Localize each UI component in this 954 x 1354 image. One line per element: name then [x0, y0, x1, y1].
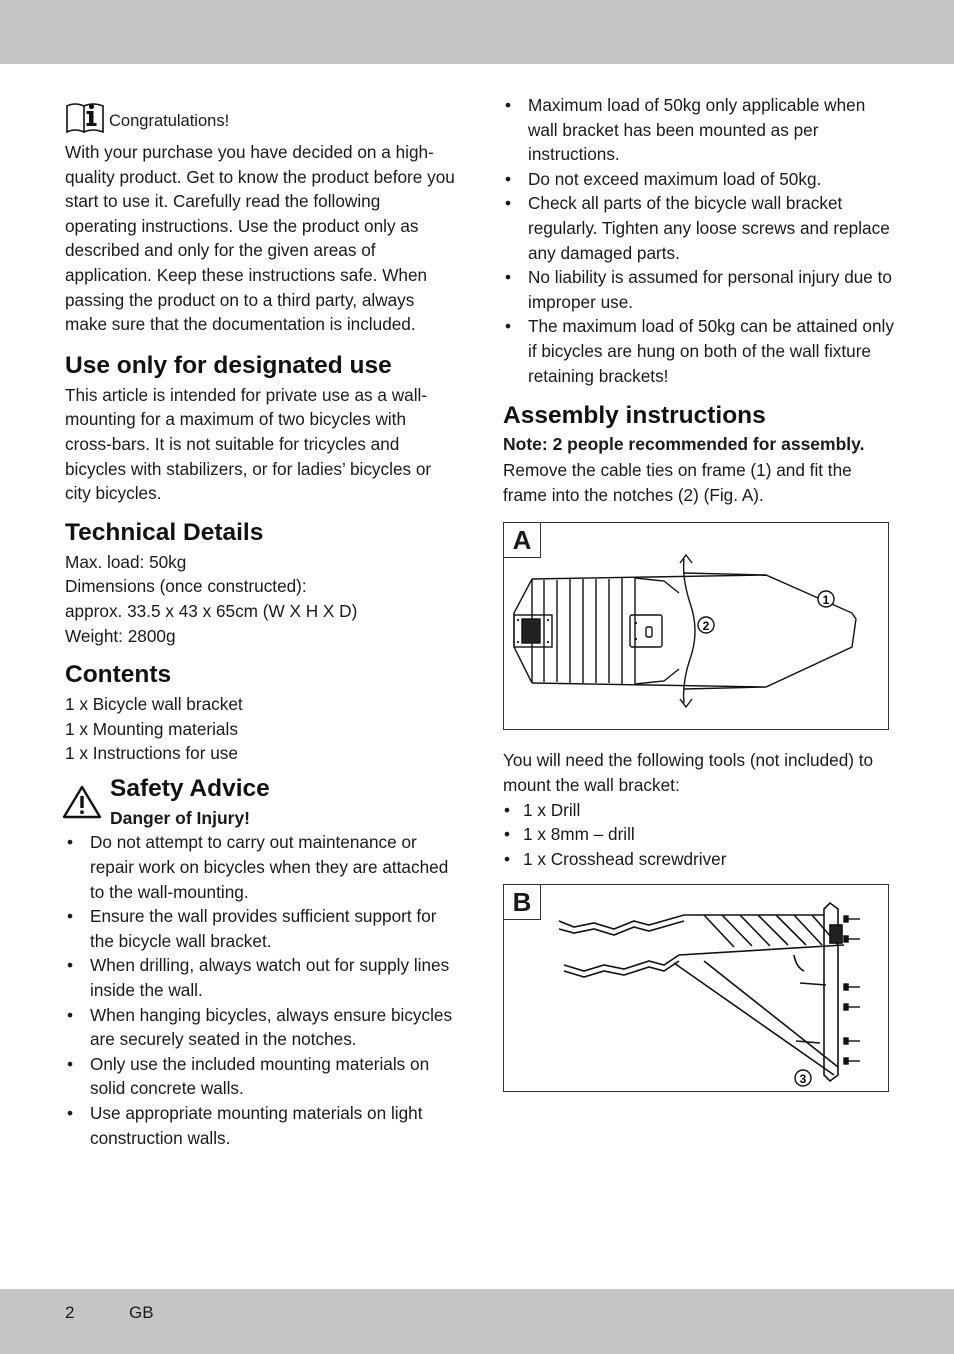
safety-item: • Ensure the wall provides sufficient support for the bicycle wall bracket.: [65, 904, 455, 953]
intro-heading-row: [65, 100, 455, 134]
load-item: • The maximum load of 50kg can be attained only if bicycles are hung on both of the wall fixture retaining brackets!: [503, 314, 898, 388]
designated-use-title: Use only for designated use: [65, 351, 392, 379]
right-column: [503, 93, 898, 1092]
svg-text:3: 3: [799, 1072, 807, 1087]
figure-a-drawing: [504, 523, 888, 729]
contents-title: Contents: [65, 661, 172, 689]
contents-line: 1 x Mounting materials: [65, 718, 238, 739]
designated-use-text: This article is intended for private use as a wall-mounting for a maximum of two bicycles with cross-bars. It is not suitable for tricycles and bicycles with stabilizers, or for ladies’ bicycles or city bicycles.: [65, 384, 432, 504]
figure-b-drawing: [504, 885, 888, 1091]
load-item: • Do not exceed maximum load of 50kg.: [503, 167, 898, 192]
callout-3: [795, 1070, 811, 1086]
figure-b-label: B: [504, 885, 541, 920]
technical-line: Weight: 2800g: [65, 625, 176, 646]
tool-item: • 1 x Drill: [503, 798, 898, 823]
safety-item: • Use appropriate mounting materials on light construction walls.: [65, 1101, 455, 1150]
left-column: [65, 100, 455, 1150]
safety-item: • Do not attempt to carry out maintenance or repair work on bicycles when they are attached to the wall-mounting.: [65, 830, 455, 904]
safety-item: • When hanging bicycles, always ensure bicycles are securely seated in the notches.: [65, 1003, 455, 1052]
assembly-title: Assembly instructions: [503, 402, 766, 430]
contents-line: 1 x Bicycle wall bracket: [65, 694, 243, 715]
technical-line: approx. 33.5 x 43 x 65cm (W X H X D): [65, 600, 358, 621]
info-book-icon: [65, 100, 105, 134]
intro-heading: Congratulations!: [109, 112, 230, 131]
page-number: 2: [65, 1303, 75, 1322]
safety-item: • Only use the included mounting materials on solid concrete walls.: [65, 1052, 455, 1101]
intro-text: With your purchase you have decided on a high-quality product. Get to know the product before you start to use it. Carefully read the following operating instructions. Use the product only as described and only for the given areas of application. Keep these instructions safe. When passing the product on to a third party, always make sure that the documentation is included.: [65, 142, 455, 335]
technical-line: Dimensions (once constructed):: [65, 576, 307, 597]
tool-item: • 1 x 8mm – drill: [503, 822, 898, 847]
tools-intro: You will need the following tools (not included) to mount the wall bracket:: [503, 750, 874, 795]
load-item: • Check all parts of the bicycle wall bracket regularly. Tighten any loose screws and replace any damaged parts.: [503, 191, 898, 265]
header-band: [0, 0, 954, 64]
tool-item: • 1 x Crosshead screwdriver: [503, 847, 898, 872]
technical-line: Max. load: 50kg: [65, 551, 187, 572]
svg-text:2: 2: [702, 619, 710, 634]
safety-heading-block: [65, 774, 455, 831]
safety-subtitle: Danger of Injury!: [110, 807, 251, 828]
safety-list: [65, 830, 455, 1150]
language-code: GB: [129, 1303, 154, 1322]
callout-1: [818, 591, 834, 607]
figure-a: [503, 522, 889, 730]
warning-triangle-icon: [62, 784, 102, 820]
callout-2: [698, 617, 714, 633]
figure-b: [503, 884, 889, 1092]
tools-list: [503, 798, 898, 872]
figure-a-label: A: [504, 523, 541, 558]
technical-details-title: Technical Details: [65, 518, 264, 546]
contents-line: 1 x Instructions for use: [65, 743, 238, 764]
load-item: • No liability is assumed for personal injury due to improper use.: [503, 265, 898, 314]
safety-item: • When drilling, always watch out for supply lines inside the wall.: [65, 953, 455, 1002]
assembly-note: Note: 2 people recommended for assembly.: [503, 434, 865, 455]
svg-text:1: 1: [822, 593, 830, 608]
load-list: [503, 93, 898, 388]
safety-title: Safety Advice: [110, 774, 270, 802]
load-item: • Maximum load of 50kg only applicable when wall bracket has been mounted as per instructions.: [503, 93, 898, 167]
assembly-text: Remove the cable ties on frame (1) and fit the frame into the notches (2) (Fig. A).: [503, 460, 852, 505]
